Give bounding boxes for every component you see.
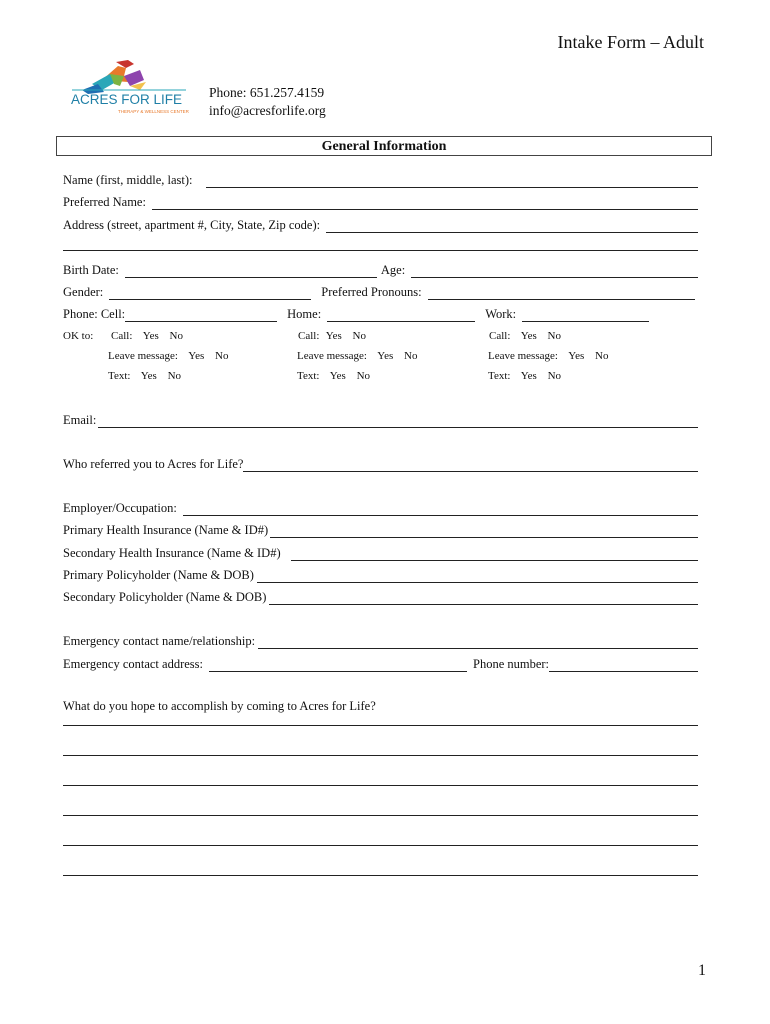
work-message-label: Leave message:: [488, 350, 558, 362]
employer-field[interactable]: [183, 503, 698, 516]
work-text-no[interactable]: No: [547, 370, 562, 382]
work-text-label: Text:: [488, 370, 511, 382]
primary-insurance-label: Primary Health Insurance (Name & ID#): [63, 523, 269, 537]
cell-message-no[interactable]: No: [215, 350, 229, 362]
emergency-address-row: [63, 656, 698, 672]
cell-message-yes[interactable]: Yes: [188, 350, 205, 362]
phone-cell-field[interactable]: [125, 309, 277, 322]
contact-info: [209, 84, 326, 120]
address-field-line-2[interactable]: [63, 250, 698, 251]
referred-label: Who referred you to Acres for Life?: [63, 457, 244, 471]
primary-insurance-field[interactable]: [270, 525, 698, 538]
home-text-options: [297, 370, 378, 382]
name-label: Name (first, middle, last):: [63, 173, 193, 187]
address-label: Address (street, apartment #, City, State, Zip code):: [63, 218, 321, 232]
email-label: Email:: [63, 413, 97, 427]
secondary-policyholder-row: [63, 589, 698, 605]
cell-text-no[interactable]: No: [167, 370, 182, 382]
phone-home-field[interactable]: [327, 309, 475, 322]
page-number: 1: [698, 962, 706, 979]
work-call-options: [489, 330, 569, 342]
secondary-insurance-row: [63, 545, 698, 561]
cell-text-label: Text:: [108, 370, 131, 382]
section-header: General Information: [56, 136, 712, 156]
work-message-options: [488, 350, 617, 362]
birth-date-field[interactable]: [125, 265, 377, 278]
phone-row: [63, 306, 649, 322]
age-field[interactable]: [411, 265, 698, 278]
cell-message-label: Leave message:: [108, 350, 178, 362]
hope-answer-line[interactable]: [63, 875, 698, 876]
email-field[interactable]: [98, 415, 698, 428]
hope-answer-line[interactable]: [63, 845, 698, 846]
ok-to-label: OK to:: [63, 330, 94, 342]
horse-logo-icon: [68, 60, 190, 120]
home-call-no[interactable]: No: [352, 330, 366, 342]
birth-age-row: [63, 262, 698, 278]
home-call-options: [298, 330, 374, 342]
pronouns-field[interactable]: [428, 287, 695, 300]
employer-label: Employer/Occupation:: [63, 501, 177, 515]
name-field[interactable]: [206, 175, 698, 188]
primary-insurance-row: [63, 522, 698, 538]
emergency-name-row: [63, 633, 698, 649]
home-call-yes[interactable]: Yes: [325, 330, 342, 342]
employer-row: [63, 500, 698, 516]
name-row: [63, 172, 698, 188]
emergency-address-field[interactable]: [209, 659, 467, 672]
gender-field[interactable]: [109, 287, 311, 300]
emergency-phone-label: Phone number:: [473, 657, 550, 671]
home-message-yes[interactable]: Yes: [377, 350, 394, 362]
cell-text-options: [108, 370, 189, 382]
emergency-name-field[interactable]: [258, 636, 698, 649]
cell-call-label: Call:: [111, 330, 133, 342]
home-text-no[interactable]: No: [356, 370, 371, 382]
address-field[interactable]: [326, 220, 698, 233]
primary-policyholder-field[interactable]: [257, 570, 698, 583]
emergency-phone-field[interactable]: [549, 659, 698, 672]
form-title: Intake Form – Adult: [557, 32, 704, 52]
phone-cell-label: Phone: Cell:: [63, 307, 126, 321]
hope-label: What do you hope to accomplish by coming to Acres for Life?: [63, 699, 376, 713]
home-message-no[interactable]: No: [404, 350, 418, 362]
work-call-no[interactable]: No: [547, 330, 561, 342]
referred-field[interactable]: [243, 459, 698, 472]
home-text-yes[interactable]: Yes: [329, 370, 346, 382]
secondary-policyholder-field[interactable]: [269, 592, 698, 605]
work-message-yes[interactable]: Yes: [568, 350, 585, 362]
preferred-name-row: [63, 194, 698, 210]
hope-answer-line[interactable]: [63, 815, 698, 816]
home-text-label: Text:: [297, 370, 320, 382]
acres-for-life-logo: [68, 60, 190, 120]
secondary-insurance-field[interactable]: [291, 548, 698, 561]
gender-label: Gender:: [63, 285, 104, 299]
cell-text-yes[interactable]: Yes: [140, 370, 157, 382]
phone-home-label: Home:: [287, 307, 322, 321]
contact-email: info@acresforlife.org: [209, 103, 326, 118]
home-message-label: Leave message:: [297, 350, 367, 362]
work-message-no[interactable]: No: [595, 350, 609, 362]
hope-answer-line[interactable]: [63, 755, 698, 756]
emergency-address-label: Emergency contact address:: [63, 657, 203, 671]
preferred-name-field[interactable]: [152, 197, 698, 210]
referred-row: [63, 456, 698, 472]
pronouns-label: Preferred Pronouns:: [321, 285, 422, 299]
cell-message-options: [108, 350, 237, 362]
hope-row: [63, 698, 698, 714]
phone-work-label: Work:: [485, 307, 517, 321]
work-call-yes[interactable]: Yes: [520, 330, 537, 342]
address-row: [63, 217, 698, 233]
logo-text: ACRES FOR LIFE: [71, 92, 183, 107]
email-row: [63, 412, 698, 428]
phone-work-field[interactable]: [522, 309, 649, 322]
preferred-name-label: Preferred Name:: [63, 195, 146, 209]
home-message-options: [297, 350, 426, 362]
hope-answer-line[interactable]: [63, 785, 698, 786]
work-call-label: Call:: [489, 330, 511, 342]
work-text-yes[interactable]: Yes: [520, 370, 537, 382]
home-call-label: Call:: [298, 330, 320, 342]
secondary-policyholder-label: Secondary Policyholder (Name & DOB): [63, 590, 267, 604]
hope-answer-line[interactable]: [63, 725, 698, 726]
cell-call-options: [111, 330, 191, 342]
secondary-insurance-label: Secondary Health Insurance (Name & ID#): [63, 546, 281, 560]
logo-subtext: THERAPY & WELLNESS CENTER: [118, 109, 189, 114]
work-text-options: [488, 370, 569, 382]
primary-policyholder-label: Primary Policyholder (Name & DOB): [63, 568, 254, 582]
age-label: Age:: [380, 263, 406, 277]
emergency-name-label: Emergency contact name/relationship:: [63, 634, 256, 648]
cell-call-yes[interactable]: Yes: [142, 330, 159, 342]
primary-policyholder-row: [63, 567, 698, 583]
cell-call-no[interactable]: No: [169, 330, 183, 342]
birth-date-label: Birth Date:: [63, 263, 119, 277]
gender-row: [63, 284, 695, 300]
contact-phone: Phone: 651.257.4159: [209, 85, 325, 100]
